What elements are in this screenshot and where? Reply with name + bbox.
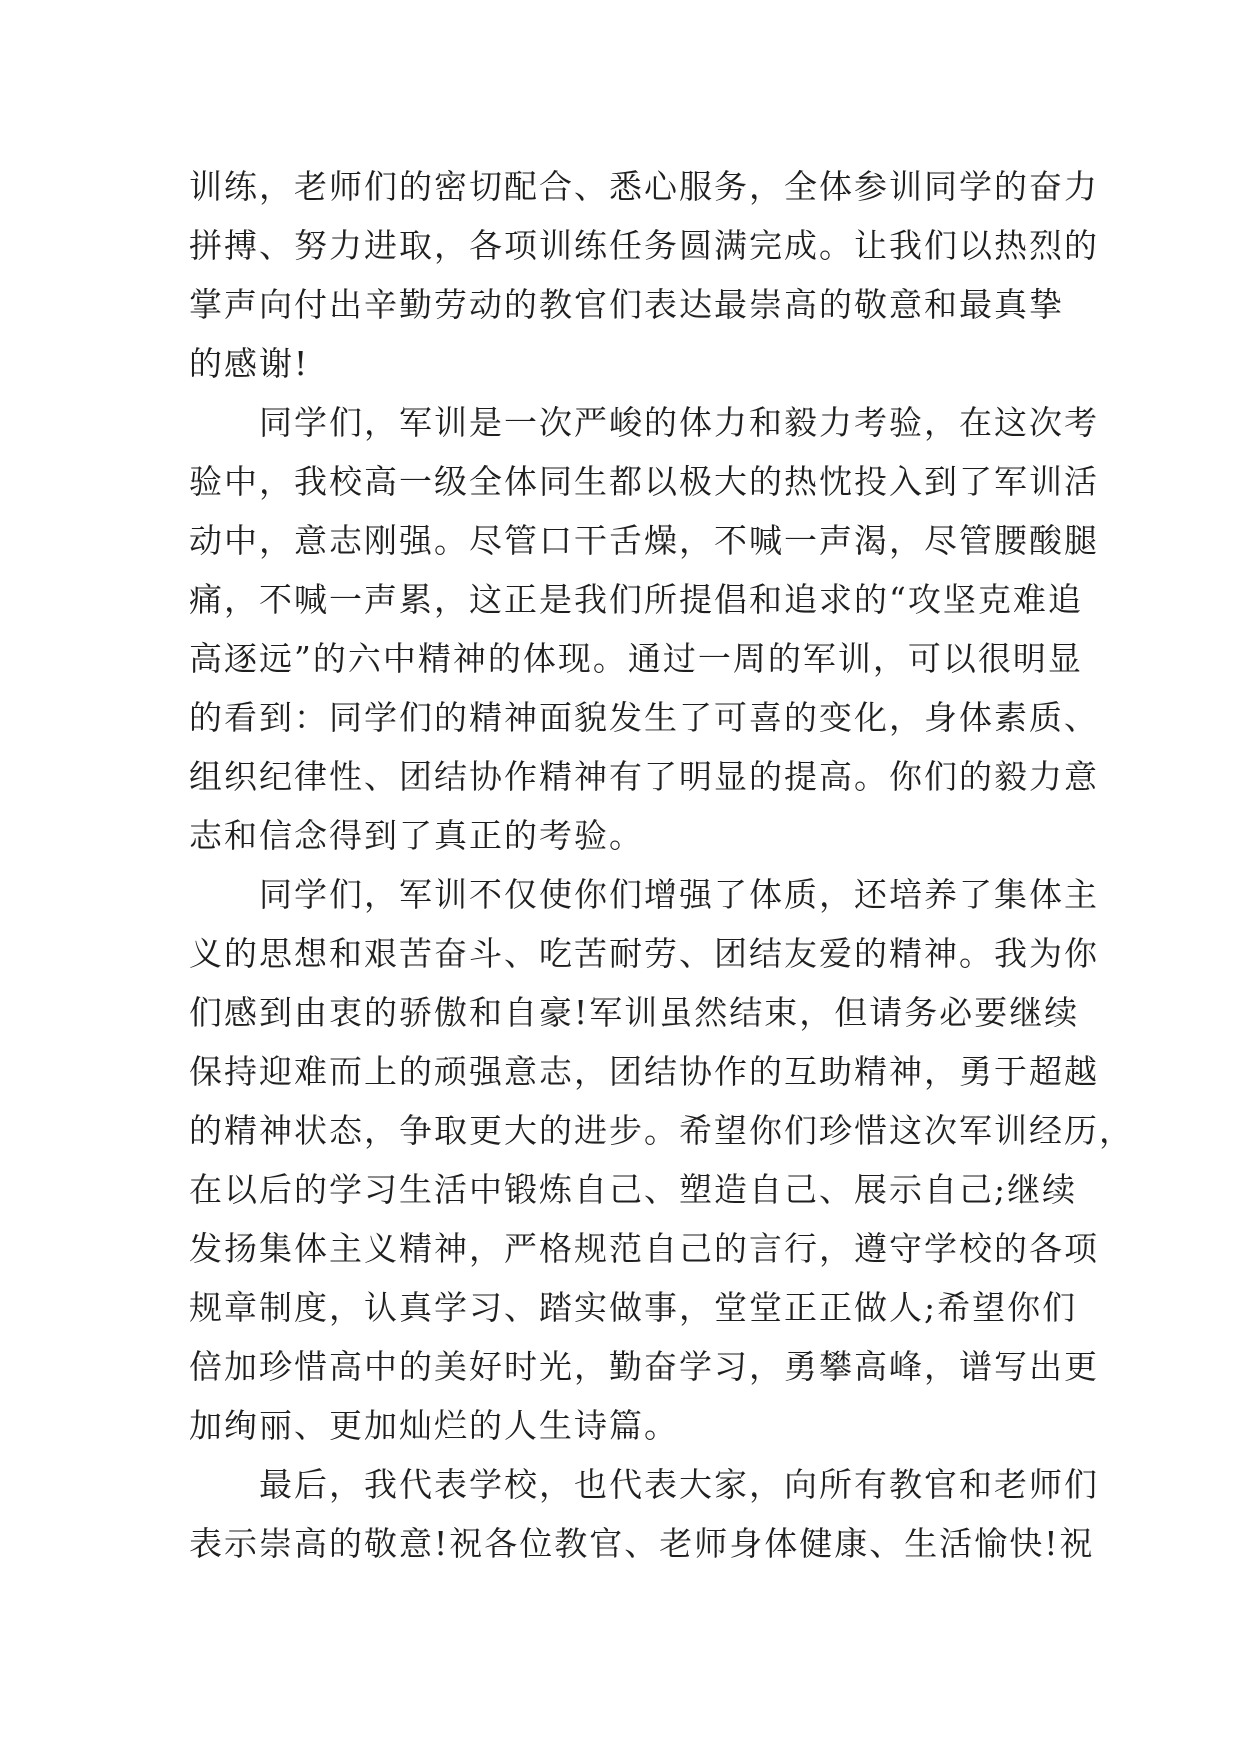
text-line: 组织纪律性、团结协作精神有了明显的提高。你们的毅力意 xyxy=(189,757,1099,796)
text-line: 验中，我校高一级全体同生都以极大的热忱投入到了军训活 xyxy=(189,462,1099,501)
text-line: 们感到由衷的骄傲和自豪!军训虽然结束，但请务必要继续 xyxy=(189,993,1080,1032)
text-line: 表示崇高的敬意!祝各位教官、老师身体健康、生活愉快!祝 xyxy=(189,1524,1095,1563)
paragraph-1 xyxy=(189,157,1099,393)
paragraph-4 xyxy=(189,1455,1099,1573)
text-line: 掌声向付出辛勤劳动的教官们表达最崇高的敬意和最真挚 xyxy=(189,285,1064,324)
paragraph-3 xyxy=(189,865,1134,1455)
text-line: 在以后的学习生活中锻炼自己、塑造自己、展示自己;继续 xyxy=(189,1170,1078,1209)
text-line: 保持迎难而上的顽强意志，团结协作的互助精神，勇于超越 xyxy=(189,1052,1099,1091)
text-line: 加绚丽、更加灿烂的人生诗篇。 xyxy=(189,1406,679,1445)
text-line: 志和信念得到了真正的考验。 xyxy=(189,816,644,855)
text-line: 的精神状态，争取更大的进步。希望你们珍惜这次军训经历， xyxy=(189,1111,1134,1150)
text-line: 痛，不喊一声累，这正是我们所提倡和追求的“攻坚克难追 xyxy=(189,580,1083,619)
text-line: 最后，我代表学校，也代表大家，向所有教官和老师们 xyxy=(259,1465,1099,1504)
text-line: 发扬集体主义精神，严格规范自己的言行，遵守学校的各项 xyxy=(189,1229,1099,1268)
text-line: 高逐远”的六中精神的体现。通过一周的军训，可以很明显 xyxy=(189,639,1083,678)
text-line: 规章制度，认真学习、踏实做事，堂堂正正做人;希望你们 xyxy=(189,1288,1078,1327)
text-line: 拼搏、努力进取，各项训练任务圆满完成。让我们以热烈的 xyxy=(189,226,1099,265)
text-line: 训练，老师们的密切配合、悉心服务，全体参训同学的奋力 xyxy=(189,167,1099,206)
document-body xyxy=(189,157,1134,1573)
text-line: 的看到：同学们的精神面貌发生了可喜的变化，身体素质、 xyxy=(189,698,1099,737)
text-line: 同学们，军训是一次严峻的体力和毅力考验，在这次考 xyxy=(259,403,1099,442)
text-line: 动中，意志刚强。尽管口干舌燥，不喊一声渴，尽管腰酸腿 xyxy=(189,521,1099,560)
text-line: 同学们，军训不仅使你们增强了体质，还培养了集体主 xyxy=(259,875,1099,914)
text-line: 的感谢! xyxy=(189,344,310,383)
text-line: 义的思想和艰苦奋斗、吃苦耐劳、团结友爱的精神。我为你 xyxy=(189,934,1099,973)
text-line: 倍加珍惜高中的美好时光，勤奋学习，勇攀高峰，谱写出更 xyxy=(189,1347,1099,1386)
paragraph-2 xyxy=(189,393,1099,865)
